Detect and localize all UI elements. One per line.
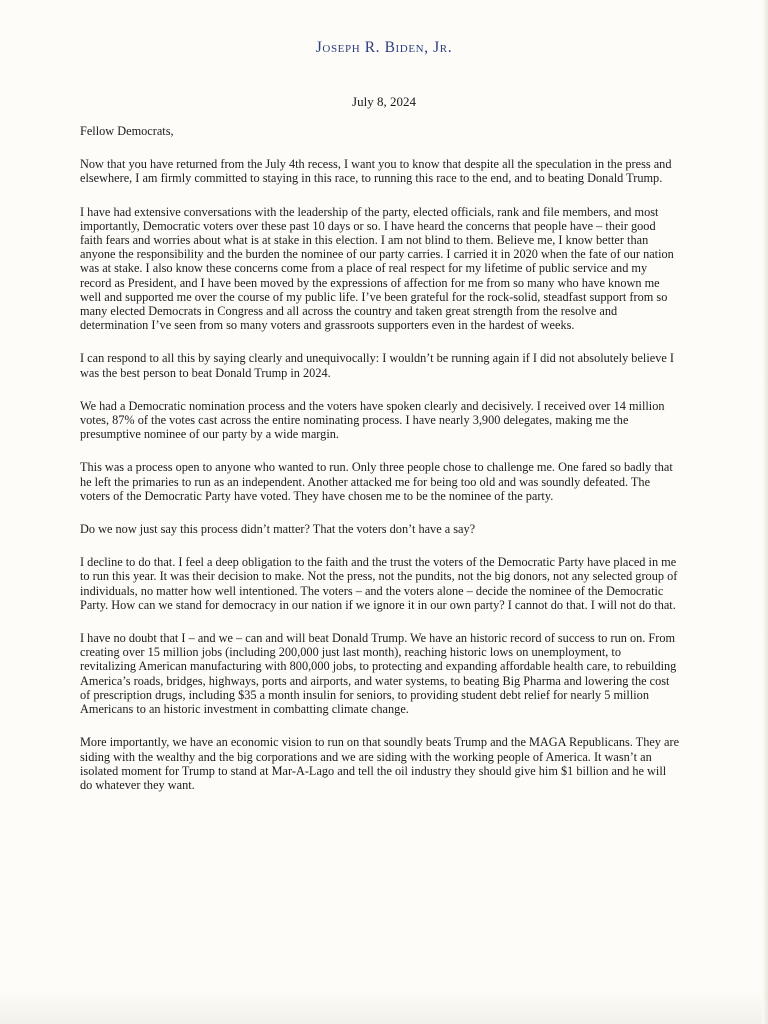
page-bottom-edge [0, 990, 768, 1024]
paragraph-5: This was a process open to anyone who wanted to run. Only three people chose to challenge me. One fared so badly that he left the primaries to run as an independent. Another attacked me for being too old and was soundly defeated. The voters of the Democratic Party have voted. They have chosen me to be the nominee of the party. [80, 460, 673, 503]
letter-date: July 8, 2024 [352, 94, 416, 109]
paragraph-9: More importantly, we have an economic vision to run on that soundly beats Trump and the MAGA Republicans. They are siding with the wealthy and the big corporations and we are siding with the working people of America. It wasn’t an isolated moment for Trump to stand at Mar-A-Lago and tell the oil industry they should give him $1 billion and he will do whatever they want. [80, 735, 680, 792]
paragraph-4: We had a Democratic nomination process and the voters have spoken clearly and decisively. I received over 14 million votes, 87% of the votes cast across the entire nominating process. I have nearly 3,900 delegates, making me the presumptive nominee of our party by a wide margin. [80, 398, 665, 442]
paragraph-3: I can respond to all this by saying clearly and unequivocally: I wouldn’t be running again if I did not absolutely believe I was the best person to beat Donald Trump in 2024. [80, 351, 674, 380]
paragraph-7: I decline to do that. I feel a deep obligation to the faith and the trust the voters of the Democratic Party have placed in me to run this year. It was their decision to make. Not the press, not the pundits, not the big donors, not any selected group of individuals, no matter how well intentioned. The voters – and the voters alone – decide the nominee of the Democratic Party. How can we stand for democracy in our nation if we ignore it in our own party? I cannot do that. I will not do that. [80, 555, 678, 612]
paragraph-8: I have no doubt that I – and we – can and will beat Donald Trump. We have an historic record of success to run on. From creating over 15 million jobs (including 200,000 just last month), reaching historic lows on unemployment, to revitalizing American manufacturing with 800,000 jobs, to protecting and expanding affordable health care, to rebuilding America’s roads, bridges, highways, ports and airports, and water systems, to beating Big Pharma and lowering the cost of prescription drugs, including $35 a month insulin for seniors, to providing student debt relief for nearly 5 million Americans to an historic investment in combatting climate change. [80, 631, 677, 717]
salutation: Fellow Democrats, [80, 124, 174, 138]
letterhead: Joseph R. Biden, Jr. [315, 39, 453, 56]
paragraph-6: Do we now just say this process didn’t matter? That the voters don’t have a say? [80, 522, 476, 537]
letter-body [80, 124, 680, 811]
paragraph-2: I have had extensive conversations with the leadership of the party, elected officials, rank and file members, and most importantly, Democratic voters over these past 10 days or so. I have heard the concerns that people have – their good faith fears and worries about what is at stake in this election. I am not blind to them. Believe me, I know better than anyone the responsibility and the burden the nominee of our party carries. I carried it in 2020 when the fate of our nation was at stake. I also know these concerns come from a place of real respect for my lifetime of public service and my record as President, and I have been moved by the expressions of affection for me from so many who have known me well and supported me over the course of my public life. I’ve been grateful for the rock-solid, steadfast support from so many elected Democrats in Congress and all across the country and taken great strength from the resolve and determination I’ve seen from so many voters and grassroots supporters even in the hardest of weeks. [80, 204, 674, 333]
paragraph-1: Now that you have returned from the July 4th recess, I want you to know that despite all the speculation in the press and elsewhere, I am firmly committed to staying in this race, to running this race to the end, and to beating Donald Trump. [80, 157, 672, 186]
